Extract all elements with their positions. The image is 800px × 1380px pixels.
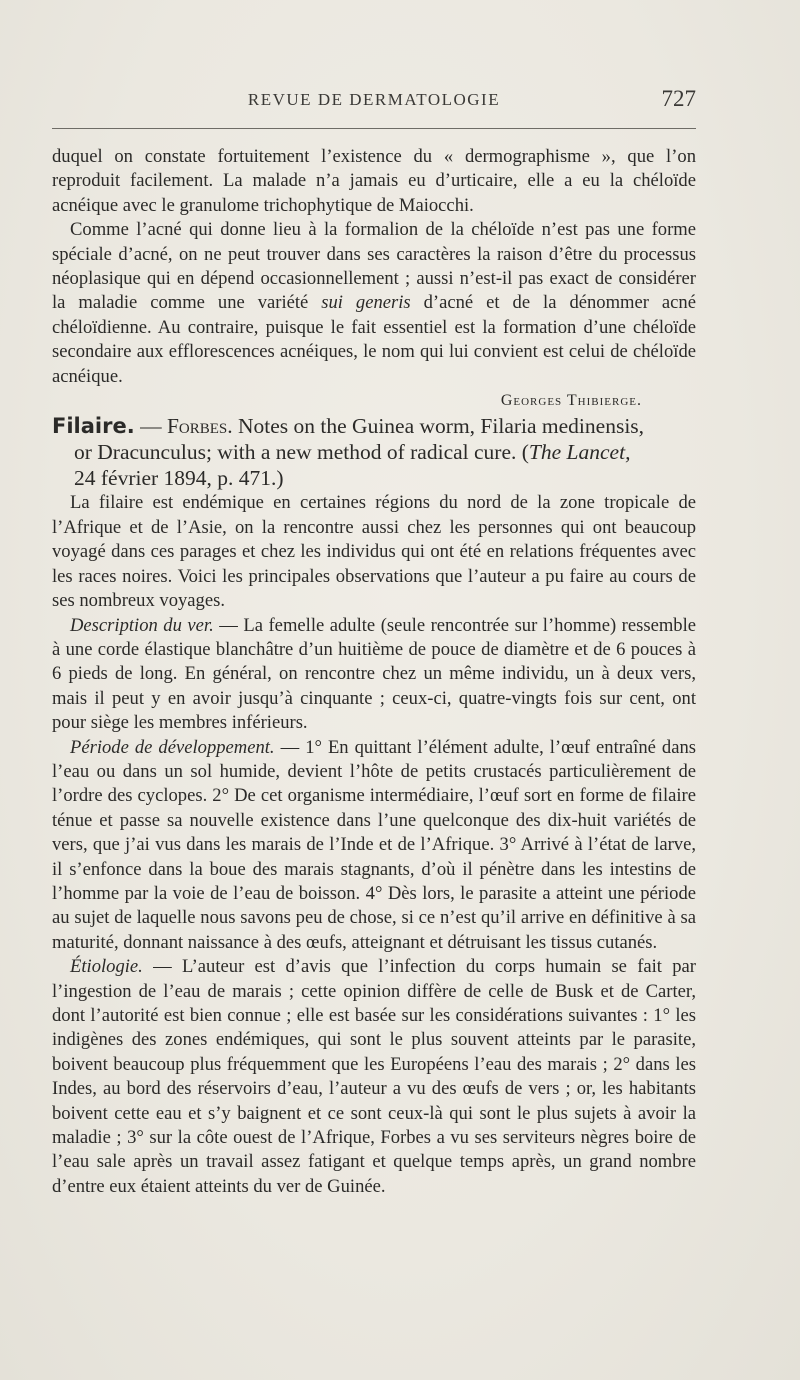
section-heading: Étiologie. <box>70 956 143 978</box>
italic-term: sui generis <box>321 292 411 314</box>
journal-name: The Lancet, <box>528 440 631 465</box>
page-header <box>52 86 696 116</box>
article-title-text: Notes on the Guinea worm, Filaria medinensis, <box>232 414 645 439</box>
running-head: REVUE DE DERMATOLOGIE <box>247 90 501 109</box>
paragraph-etiology <box>52 955 696 1199</box>
paragraph-development <box>52 736 696 956</box>
header-rule <box>52 128 696 129</box>
body-text <box>52 145 696 1199</box>
title-dash: — <box>134 414 167 439</box>
page-number: 727 <box>661 86 696 111</box>
paragraph-text: — La femelle adulte (seule rencontrée sur l’homme) ressemble à une corde élastique blanchâtre d’un huitième de pouce de diamètre et de 6 pouces à 6 pieds de long. En général, on rencontre chez un même individu, un à deux vers, mais il peut y en avoir jusqu’à cinquante ; ceux-ci, quatre-vingts fois sur cent, ont pour siège les membres inférieurs. <box>52 614 696 734</box>
article-title-text: or Dracunculus; with a new method of radical cure. ( <box>74 440 529 465</box>
article-title-line-3: 24 février 1894, p. 471.) <box>74 466 284 491</box>
author-signature: Georges Thibierge. <box>500 392 642 410</box>
paragraph-intro: La filaire est endémique en certaines régions du nord de la zone tropicale de l’Afrique et de l’Asie, on la rencontre aussi chez les personnes qui ont beaucoup voyagé dans ces parages et chez les individus qui ont été en relations fréquentes avec les races noires. Voici les principales observations que l’auteur a pu faire au cours de ses nombreux voyages. <box>52 492 696 612</box>
paragraph-continuation: duquel on constate fortuitement l’existence du « dermographisme », que l’on reproduit facilement. La malade n’a jamais eu d’urticaire, elle a eu la chéloïde acnéique avec le granulome trichophytique de Maiocchi. <box>52 146 696 216</box>
paragraph-text: d’acné et de la dénommer acné chéloïdienne. Au contraire, puisque le fait essentiel est la formation d’une chéloïde secondaire aux efflorescences acnéiques, le nom qui lui convient est celui de chéloïde acnéique. <box>52 292 696 387</box>
paragraph-text: — 1° En quittant l’élément adulte, l’œuf entraîné dans l’eau ou dans un sol humide, devient l’hôte de petits crustacés particulièrement de l’ordre des cyclopes. 2° De cet organisme intermédiaire, l’œuf sort en forme de filaire ténue et passe sa nouvelle existence dans l’une quelconque des dix-huit variétés de vers, que j’ai vus dans les marais de l’Inde et de l’Afrique. 3° Arrivé à l’état de larve, il s’enfonce dans la boue des marais stagnants, d’où il pénètre dans les intestins de l’homme par la voie de l’eau de boisson. 4° Dès lors, le parasite a atteint une période au sujet de laquelle nous savons peu de chose, si ce n’est qu’il arrive en définitive à sa maturité, donnant naissance à des œufs, atteignant et détruisant les tissus cutanés. <box>52 736 696 953</box>
article-title <box>52 413 696 491</box>
article-subject: Filaire. <box>52 414 135 439</box>
article-title-line-2 <box>52 439 696 465</box>
paragraph-text: — L’auteur est d’avis que l’infection du corps humain se fait par l’ingestion de l’eau de marais ; cette opinion diffère de celle de Busk et de Carter, dont l’autorité est bien connue ; elle est basée sur les considérations suivantes : 1° les indigènes des zones endémiques, qui sont le plus souvent atteints par le parasite, boivent beaucoup plus fréquemment que les Européens l’eau des marais ; 2° dans les Indes, au bord des réservoirs d’eau, l’auteur a vu des œufs de vers ; or, les habitants boivent cette eau et s’y baignent et ce sont ceux-là qui sont le plus sujets à avoir la maladie ; 3° sur la côte ouest de l’Afrique, Forbes a vu ses serviteurs nègres boire de l’eau sale après un travail assez fatigant et quelque temps après, un grand nombre d’entre eux étaient atteints du ver de Guinée. <box>52 956 696 1197</box>
paragraph-description <box>52 614 696 736</box>
paragraph-conclusion <box>52 218 696 389</box>
paragraph-text: Comme l’acné qui donne lieu à la formalion de la chéloïde n’est pas une forme spéciale d’acné, on ne peut trouver dans ses caractères la raison d’être du processus néoplasique qui en dépend occasionnellement ; aussi n’est-il pas exact de considérer la maladie comme une variété <box>52 219 696 314</box>
article-author: Forbes. <box>166 414 233 439</box>
section-heading: Description du ver. <box>70 614 214 636</box>
section-heading: Période de développement. <box>70 736 275 758</box>
